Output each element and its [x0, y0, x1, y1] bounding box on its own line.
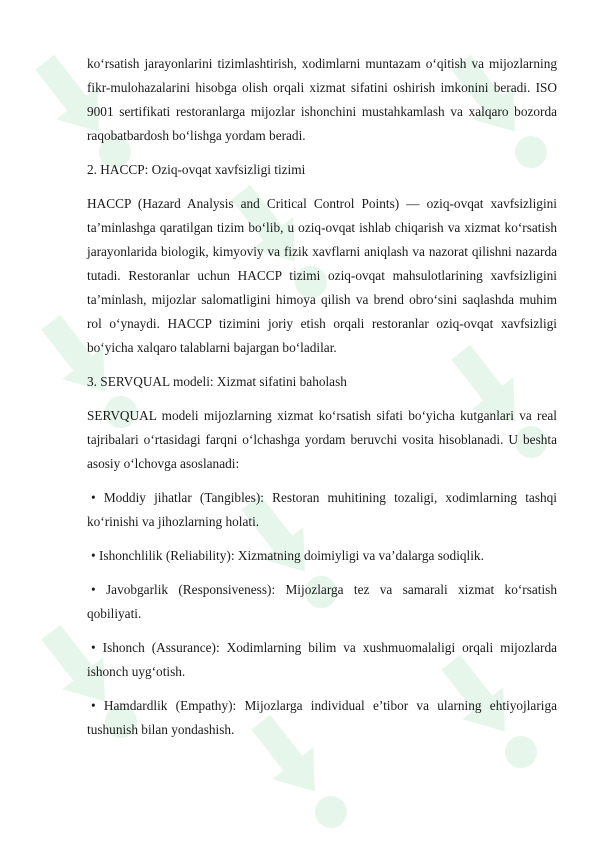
document-page	[87, 52, 557, 752]
section-heading: 3. SERVQUAL modeli: Xizmat sifatini baholash	[87, 374, 347, 389]
bullet-item: • Javobgarlik (Responsiveness): Mijozlarga tez va samarali xizmat ko‘rsatish qobiliyati.	[87, 582, 557, 621]
bullet-item: • Hamdardlik (Empathy): Mijozlarga individual e’tibor va ularning ehtiyojlariga tushunish bilan yondashish.	[87, 698, 557, 737]
body-paragraph: SERVQUAL modeli mijozlarning xizmat ko‘rsatish sifati bo‘yicha kutganlari va real tajribalari o‘rtasidagi farqni o‘lchashga yordam beruvchi vosita hisoblanadi. U beshta asosiy o‘lchovga asoslanadi:	[87, 408, 557, 471]
body-paragraph: ko‘rsatish jarayonlarini tizimlashtirish, xodimlarni muntazam o‘qitish va mijozlarning fikr-mulohazalarini hisobga olish orqali xizmat sifatini oshirish imkonini beradi. ISO 9001 sertifikati restoranlarga mijozlar ishonchini mustahkamlash va xalqaro bozorda raqobatbardosh bo‘lishga yordam beradi.	[87, 56, 557, 143]
bullet-item: • Ishonch (Assurance): Xodimlarning bilim va xushmuomalaligi orqali mijozlarda ishonch uyg‘otish.	[87, 640, 557, 679]
body-paragraph: HACCP (Hazard Analysis and Critical Control Points) — oziq-ovqat xavfsizligini ta’minlashga qaratilgan tizim bo‘lib, u oziq-ovqat ishlab chiqarish va xizmat ko‘rsatish jarayonlarida biologik, kimyoviy va fizik xavflarni aniqlash va nazorat qilishni nazarda tutadi. Restoranlar uchun HACCP tizimi oziq-ovqat mahsulotlarining xavfsizligini ta’minlash, mijozlar salomatligini himoya qilish va brend obro‘sini saqlashda muhim rol o‘ynaydi. HACCP tizimini joriy etish orqali restoranlar oziq-ovqat xavfsizligi bo‘yicha xalqaro talablarni bajargan bo‘ladilar.	[87, 196, 557, 355]
section-heading: 2. HACCP: Oziq-ovqat xavfsizligi tizimi	[87, 162, 306, 177]
bullet-item: • Ishonchlilik (Reliability): Xizmatning doimiyligi va va’dalarga sodiqlik.	[91, 548, 484, 563]
bullet-item: • Moddiy jihatlar (Tangibles): Restoran muhitining tozaligi, xodimlarning tashqi ko‘rinishi va jihozlarning holati.	[87, 490, 557, 529]
